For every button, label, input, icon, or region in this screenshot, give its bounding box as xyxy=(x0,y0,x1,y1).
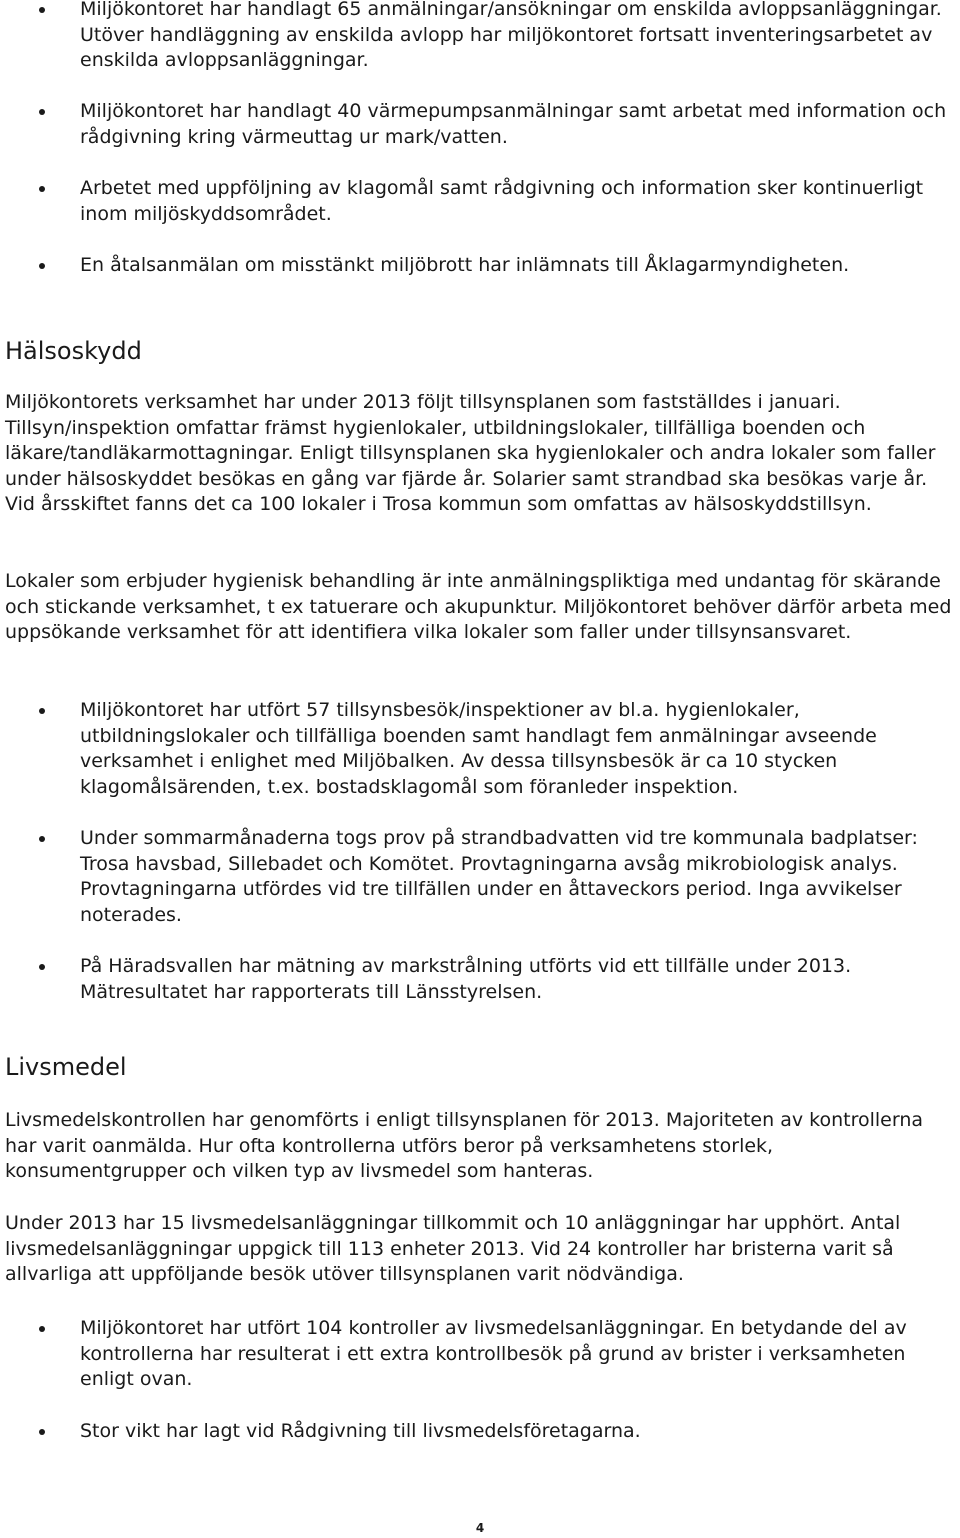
heading-livsmedel: Livsmedel xyxy=(5,1053,127,1081)
paragraph-halsoskydd-2: Lokaler som erbjuder hygienisk behandling är inte anmälningspliktiga med undantag för skärande och stickande verksamhet, t ex tatuerare och akupunktur. Miljökontoret behöver därför arbeta med uppsökande verksamhet för att identifiera vilka lokaler som faller under tillsynsansvaret. xyxy=(5,570,952,644)
paragraph-livsmedel-2: Under 2013 har 15 livsmedelsanläggningar tillkommit och 10 anläggningar har upphört. Antal livsmedelsanläggningar uppgick till 113 enheter 2013. Vid 24 kontroller har bristerna varit så allvarliga att uppföljande besök utöver tillsynsplanen varit nödvändiga. xyxy=(5,1212,901,1286)
bullet-avlopp: Miljökontoret har handlagt 65 anmälningar/ansökningar om enskilda avloppsanläggningar. Utöver handläggning av enskilda avlopp har miljökontoret fortsatt inventeringsarbetet av enskilda avloppsanläggningar. xyxy=(80,0,958,74)
bullet-strandbad: Under sommarmånaderna togs prov på strandbadvatten vid tre kommunala badplatser: Trosa havsbad, Sillebadet och Komötet. Provtagningarna avsåg mikrobiologisk analys. Provtagningarna utfördes vid tre tillfällen under en åttaveckors period. Inga avvikelser noterades. xyxy=(80,826,958,928)
paragraph-livsmedel-1: Livsmedelskontrollen har genomförts i enligt tillsynsplanen för 2013. Majoriteten av kontrollerna har varit oanmälda. Hur ofta kontrollerna utförs beror på verksamhetens storlek, konsumentgrupper och vilken typ av livsmedel som hanteras. xyxy=(5,1109,924,1183)
paragraph-halsoskydd-1: Miljökontorets verksamhet har under 2013 följt tillsynsplanen som fastställdes i januari. Tillsyn/inspektion omfattar främst hygienlokaler, utbildningslokaler, tillfälliga boenden och läkare/tandläkarmottagningar. Enligt tillsynsplanen ska hygienlokaler och andra lokaler som faller under hälsoskyddet besökas en gång var fjärde år. Solarier samt strandbad ska besökas varje år. Vid årsskiftet fanns det ca 100 lokaler i Trosa kommun som omfattas av hälsoskyddstillsyn. xyxy=(5,391,936,516)
bullet-kontroller: Miljökontoret har utfört 104 kontroller av livsmedelsanläggningar. En betydande del av kontrollerna har resulterat i ett extra kontrollbesök på grund av brister i verksamheten enligt ovan. xyxy=(80,1316,958,1393)
bullet-atalsanmalan: En åtalsanmälan om misstänkt miljöbrott har inlämnats till Åklagarmyndigheten. xyxy=(80,253,958,279)
bullet-varmepump: Miljökontoret har handlagt 40 värmepumpsanmälningar samt arbetat med information och rådgivning kring värmeuttag ur mark/vatten. xyxy=(80,99,958,150)
bullet-radgivning: Stor vikt har lagt vid Rådgivning till livsmedelsföretagarna. xyxy=(80,1419,958,1445)
bullet-tillsynsbesok: Miljökontoret har utfört 57 tillsynsbesök/inspektioner av bl.a. hygienlokaler, utbildningslokaler och tillfälliga boenden samt handlagt fem anmälningar avseende verksamhet i enlighet med Miljöbalken. Av dessa tillsynsbesök är ca 10 stycken klagomålsärenden, t.ex. bostadsklagomål som föranleder inspektion. xyxy=(80,698,958,800)
bullet-klagomal: Arbetet med uppföljning av klagomål samt rådgivning och information sker kontinuerligt inom miljöskyddsområdet. xyxy=(80,176,958,227)
heading-halsoskydd: Hälsoskydd xyxy=(5,337,142,365)
page-number: 4 xyxy=(475,1521,485,1535)
bullet-markstralning: På Häradsvallen har mätning av markstrålning utförts vid ett tillfälle under 2013. Mätresultatet har rapporterats till Länsstyrelsen. xyxy=(80,954,958,1005)
